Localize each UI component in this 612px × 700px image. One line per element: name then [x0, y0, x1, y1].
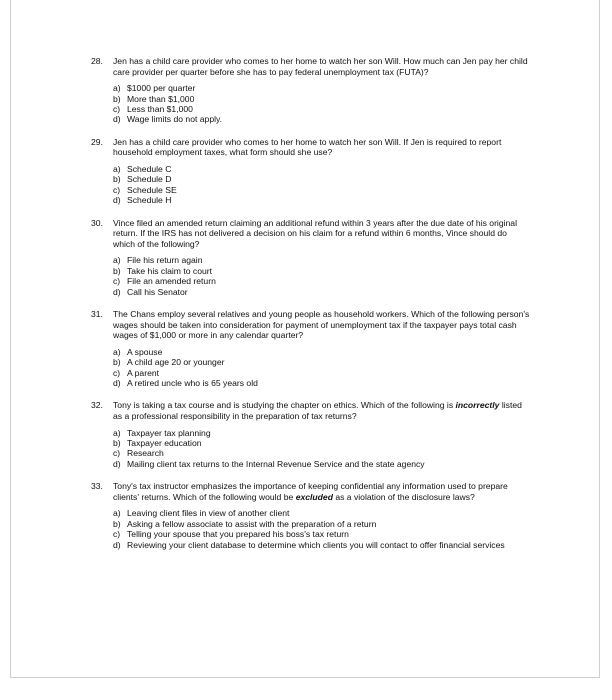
answer-choices: [113, 508, 531, 550]
answer-choices: [113, 164, 531, 206]
choice-d: [113, 114, 531, 124]
choice-letter: d): [113, 539, 121, 550]
question-28: [91, 56, 531, 125]
choice-letter: c): [113, 367, 121, 378]
choice-d: [113, 540, 531, 550]
choice-c: [113, 276, 531, 286]
question-30: [91, 218, 531, 297]
choice-text: Take his claim to court: [127, 265, 213, 276]
choice-letter: b): [113, 518, 121, 529]
answer-choices: [113, 255, 531, 297]
choice-text: Schedule SE: [127, 184, 177, 195]
question-text: [113, 218, 531, 250]
answer-choices: [113, 428, 531, 470]
choice-letter: d): [113, 195, 121, 206]
choice-b: [113, 266, 531, 276]
emphasized-word: excluded: [295, 491, 333, 502]
choice-letter: b): [113, 174, 121, 185]
choice-text: Research: [127, 448, 164, 459]
question-number: 33.: [91, 481, 103, 492]
choice-text: Schedule D: [127, 174, 172, 185]
choice-letter: d): [113, 458, 121, 469]
choice-text: Taxpayer tax planning: [127, 427, 211, 438]
choice-text: A retired uncle who is 65 years old: [127, 378, 258, 389]
choice-letter: d): [113, 286, 121, 297]
document-page: [10, 0, 600, 678]
choice-letter: c): [113, 529, 121, 540]
choice-letter: b): [113, 93, 121, 104]
choice-a: [113, 347, 531, 357]
choice-a: [113, 508, 531, 518]
question-29: [91, 137, 531, 206]
choice-text: A parent: [127, 367, 160, 378]
question-number: 32.: [91, 400, 103, 411]
question-text-part: Tony is taking a tax course and is studying the chapter on ethics. Which of the following is: [113, 400, 456, 411]
choice-text: More than $1,000: [127, 93, 195, 104]
choice-text: A child age 20 or younger: [127, 357, 225, 368]
choice-c: [113, 104, 531, 114]
choice-text: Wage limits do not apply.: [127, 114, 223, 125]
question-text: [113, 481, 531, 502]
question-number: 30.: [91, 217, 103, 228]
choice-text: Reviewing your client database to determine which clients you will contact to offer financial services: [127, 539, 505, 550]
question-text: [113, 137, 531, 158]
answer-choices: [113, 83, 531, 125]
choice-text: Call his Senator: [127, 286, 188, 297]
choice-a: [113, 83, 531, 93]
choice-letter: d): [113, 114, 121, 125]
choice-text: Telling your spouse that you prepared his boss's tax return: [127, 529, 349, 540]
choice-letter: a): [113, 508, 121, 519]
question-32: [91, 400, 531, 469]
choice-letter: a): [113, 255, 121, 266]
choice-letter: a): [113, 164, 121, 174]
choice-d: [113, 195, 531, 205]
question-text: [113, 56, 531, 77]
choice-b: [113, 174, 531, 184]
choice-text: Leaving client files in view of another client: [127, 508, 290, 519]
choice-letter: a): [113, 83, 121, 94]
choice-letter: a): [113, 346, 121, 357]
question-number: 29.: [91, 136, 103, 147]
choice-a: [113, 255, 531, 265]
choice-letter: a): [113, 427, 121, 438]
question-number: 31.: [91, 309, 103, 320]
choice-letter: c): [113, 184, 121, 195]
choice-text: Schedule H: [127, 195, 172, 206]
choice-c: [113, 448, 531, 458]
choice-text: Taxpayer education: [127, 438, 202, 449]
choice-letter: c): [113, 448, 121, 459]
answer-choices: [113, 347, 531, 389]
emphasized-word: incorrectly: [455, 400, 500, 411]
question-text: [113, 400, 531, 421]
question-31: [91, 309, 531, 388]
choice-text: Less than $1,000: [127, 104, 193, 114]
question-text-part: listed as a professional responsibility in the preparation of tax returns?: [113, 400, 522, 422]
choice-letter: d): [113, 378, 121, 389]
question-list: [91, 56, 531, 562]
choice-d: [113, 287, 531, 297]
question-text-part: Jen has a child care provider who comes to her home to watch her son Will. How much can Jen pay her child care provider per quarter before she has to pay federal unemployment tax (FUTA)?: [113, 56, 528, 77]
choice-text: $1000 per quarter: [127, 83, 196, 94]
choice-b: [113, 519, 531, 529]
choice-d: [113, 459, 531, 469]
question-33: [91, 481, 531, 550]
choice-c: [113, 368, 531, 378]
question-text-part: The Chans employ several relatives and young people as household workers. Which of the following person's wages should be taken into consideration for payment of unemployment tax if the taxpayer pays total cash wages of $1,000 or more in any calendar quarter?: [113, 309, 530, 341]
choice-text: A spouse: [127, 346, 163, 357]
choice-letter: c): [113, 276, 121, 287]
choice-c: [113, 529, 531, 539]
choice-a: [113, 428, 531, 438]
choice-b: [113, 438, 531, 448]
choice-text: Schedule C: [127, 164, 172, 174]
question-text-part: as a violation of the disclosure laws?: [332, 491, 475, 502]
choice-letter: b): [113, 357, 121, 368]
choice-letter: b): [113, 265, 121, 276]
question-text-part: Vince filed an amended return claiming an additional refund within 3 years after the due date of his original return. If the IRS has not delivered a decision on his claim for a refund within 6 months, Vince should do which of the following?: [113, 217, 517, 249]
question-text: [113, 309, 531, 341]
choice-text: File his return again: [127, 255, 203, 266]
question-text-part: Tony's tax instructor emphasizes the importance of keeping confidential any information used to prepare clients' returns. Which of the following would be: [113, 481, 508, 502]
choice-text: Asking a fellow associate to assist with the preparation of a return: [127, 518, 377, 529]
choice-d: [113, 378, 531, 388]
choice-letter: b): [113, 438, 121, 449]
choice-a: [113, 164, 531, 174]
choice-b: [113, 357, 531, 367]
choice-text: Mailing client tax returns to the Internal Revenue Service and the state agency: [127, 458, 425, 469]
question-text-part: Jen has a child care provider who comes to her home to watch her son Will. If Jen is required to report household employment taxes, what form should she use?: [113, 136, 502, 158]
choice-b: [113, 94, 531, 104]
choice-letter: c): [113, 104, 121, 114]
question-number: 28.: [91, 56, 103, 66]
choice-c: [113, 185, 531, 195]
choice-text: File an amended return: [127, 276, 216, 287]
